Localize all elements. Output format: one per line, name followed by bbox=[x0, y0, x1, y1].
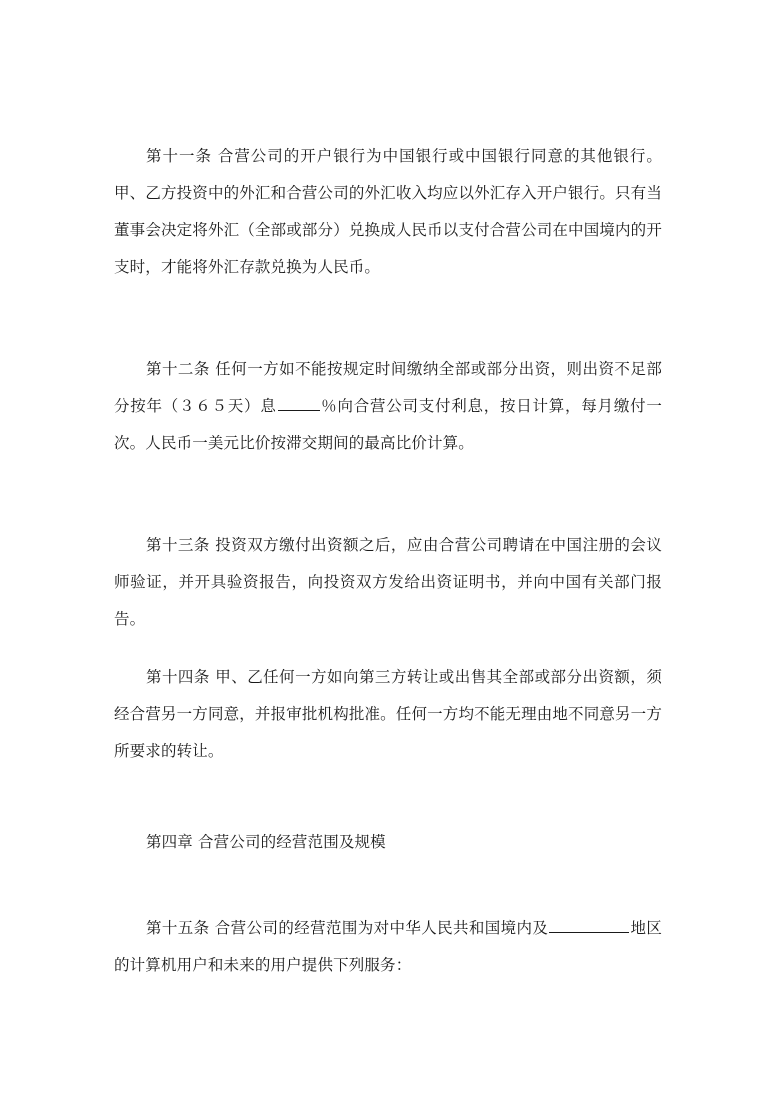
article-14-text: 第十四条 甲、乙任何一方如向第三方转让或出售其全部或部分出资额，须经合营另一方同意，并报审批机构批准。任何一方均不能无理由地不同意另一方所要求的转让。 bbox=[114, 668, 662, 760]
article-12-text-before: 第十二条 任何一方如不能按规定时间缴纳全部或部分出资，则出资不足部分按年（３６５天）息 bbox=[114, 360, 662, 415]
article-15-text-after: 地区的计算机用户和未来的用户提供下列服务： bbox=[114, 919, 662, 974]
article-11 bbox=[114, 138, 662, 286]
article-15 bbox=[114, 910, 662, 984]
region-blank bbox=[549, 917, 629, 933]
article-11-text: 第十一条 合营公司的开户银行为中国银行或中国银行同意的其他银行。甲、乙方投资中的外汇和合营公司的外汇收入均应以外汇存入开户银行。只有当董事会决定将外汇（全部或部分）兑换成人民币以支付合营公司在中国境内的开支时，才能将外汇存款兑换为人民币。 bbox=[114, 147, 662, 276]
article-15-text-before: 第十五条 合营公司的经营范围为对中华人民共和国境内及 bbox=[146, 919, 549, 937]
article-14 bbox=[114, 659, 662, 770]
article-12-text-after: ％向合营公司支付利息，按日计算，每月缴付一次。人民币一美元比价按滞交期间的最高比价计算。 bbox=[114, 397, 662, 452]
article-13-text: 第十三条 投资双方缴付出资额之后，应由合营公司聘请在中国注册的会议师验证，并开具验资报告，向投资双方发给出资证明书，并向中国有关部门报告。 bbox=[114, 536, 662, 628]
chapter-heading: 第四章 合营公司的经营范围及规模 bbox=[146, 833, 386, 851]
article-13 bbox=[114, 527, 662, 638]
article-12 bbox=[114, 351, 662, 462]
interest-rate-blank bbox=[278, 395, 320, 411]
